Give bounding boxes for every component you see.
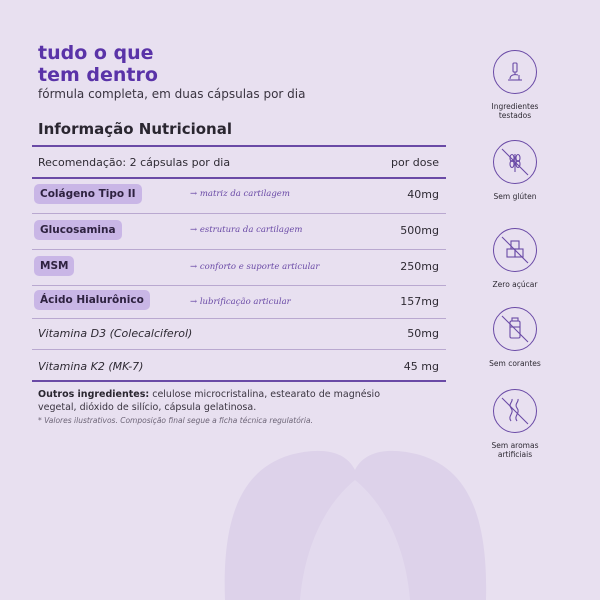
section-title: Informação Nutricional <box>38 120 233 138</box>
badge-label: Sem aromas artificiais <box>491 441 539 459</box>
badge-tested-ingredients <box>487 50 543 120</box>
headline-line-1: tudo o que <box>38 42 154 64</box>
badge-circle <box>493 50 537 94</box>
badge-label: Sem glúten <box>493 192 537 201</box>
other-ingredients <box>38 388 398 414</box>
ingredient-pill-msm: MSM <box>34 256 74 276</box>
ingredient-amount-hyaluronic: 157mg <box>400 295 439 308</box>
ingredient-pill-glucosamine: Glucosamina <box>34 220 122 240</box>
microscope-icon <box>504 61 526 83</box>
vitamin-d3-name: Vitamina D3 (Colecalciferol) <box>38 327 193 340</box>
table-top-rule <box>32 145 446 147</box>
headline <box>38 42 278 86</box>
subheadline: fórmula completa, em duas cápsulas por dia <box>38 87 306 101</box>
row-divider <box>32 349 446 350</box>
headline-line-2: tem dentro <box>38 64 158 86</box>
ingredient-pill-collagen: Colágeno Tipo II <box>34 184 142 204</box>
table-header-rule <box>32 177 446 179</box>
table-bottom-rule <box>32 380 446 382</box>
vitamin-d3-amount: 50mg <box>407 327 439 340</box>
row-divider <box>32 285 446 286</box>
no-coloring-bottle-icon <box>495 309 535 349</box>
ingredient-amount-collagen: 40mg <box>407 188 439 201</box>
row-divider <box>32 318 446 319</box>
unit-header: por dose <box>391 156 439 169</box>
no-aroma-icon <box>495 391 535 431</box>
ingredient-note-msm: → conforto e suporte articular <box>190 262 320 272</box>
other-ingredients-text: celulose microcristalina, estearato de magnésio vegetal, dióxido de silício, cápsula gelatinosa. <box>38 389 381 413</box>
badge-circle <box>493 307 537 351</box>
badge-no-coloring <box>487 307 543 368</box>
badge-sugar-free <box>487 228 543 289</box>
recommendation-label: Recomendação: 2 cápsulas por dia <box>38 156 231 169</box>
ingredient-note-collagen: → matriz da cartilagem <box>190 189 290 199</box>
row-divider <box>32 213 446 214</box>
other-ingredients-label: Outros ingredientes: <box>38 389 150 400</box>
ingredient-amount-msm: 250mg <box>400 260 439 273</box>
badge-gluten-free <box>487 140 543 201</box>
ingredient-amount-glucosamine: 500mg <box>400 224 439 237</box>
badge-label: Ingredientes testados <box>491 102 539 120</box>
ingredient-pill-hyaluronic: Ácido Hialurônico <box>34 290 150 310</box>
ingredient-note-hyaluronic: → lubrificação articular <box>190 297 291 307</box>
row-divider <box>32 249 446 250</box>
badge-label: Sem corantes <box>489 359 541 368</box>
badge-circle <box>493 389 537 433</box>
footnote: * Valores ilustrativos. Composição final segue a ficha técnica regulatória. <box>38 416 313 425</box>
vitamin-k2-name: Vitamina K2 (MK-7) <box>38 360 144 373</box>
no-wheat-icon <box>495 142 535 182</box>
no-sugar-cubes-icon <box>495 230 535 270</box>
vitamin-k2-amount: 45 mg <box>403 360 439 373</box>
badge-circle <box>493 228 537 272</box>
badge-circle <box>493 140 537 184</box>
ingredient-note-glucosamine: → estrutura da cartilagem <box>190 225 303 235</box>
badge-label: Zero açúcar <box>492 280 538 289</box>
badge-no-artificial-aromas <box>487 389 543 459</box>
